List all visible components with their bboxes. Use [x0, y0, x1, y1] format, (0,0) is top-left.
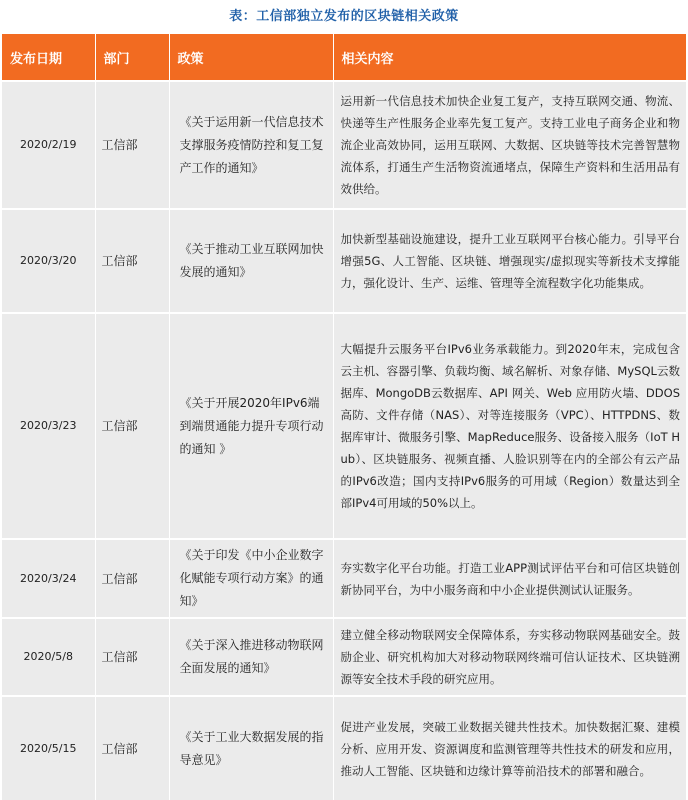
cell-dept: 工信部: [95, 313, 169, 539]
cell-content: 促进产业发展，突破工业数据关键共性技术。加快数据汇聚、建模分析、应用开发、资源调度和监测管理等共性技术的研发和应用，推动人工智能、区块链和边缘计算等前沿技术的部署和融合。: [333, 696, 686, 800]
cell-content: 加快新型基础设施建设，提升工业互联网平台核心能力。引导平台增强5G、人工智能、区块链、增强现实/虚拟现实等新技术支撑能力，强化设计、生产、运维、管理等全流程数字化功能集成。: [333, 209, 686, 313]
table-header-row: [2, 34, 686, 81]
cell-dept: 工信部: [95, 696, 169, 800]
cell-date: 2020/2/19: [2, 81, 95, 209]
cell-policy: 《关于推动工业互联网加快发展的通知》: [169, 209, 333, 313]
cell-policy: 《关于深入推进移动物联网全面发展的通知》: [169, 618, 333, 696]
cell-date: 2020/3/23: [2, 313, 95, 539]
cell-policy: 《关于运用新一代信息技术支撑服务疫情防控和复工复产工作的通知》: [169, 81, 333, 209]
header-date: 发布日期: [2, 34, 95, 81]
table-caption: 表：工信部独立发布的区块链相关政策: [229, 9, 459, 24]
header-dept: 部门: [95, 34, 169, 81]
cell-policy: 《关于开展2020年IPv6端到端贯通能力提升专项行动的通知 》: [169, 313, 333, 539]
cell-dept: 工信部: [95, 539, 169, 618]
header-policy: 政策: [169, 34, 333, 81]
cell-date: 2020/5/8: [2, 618, 95, 696]
cell-content: 夯实数字化平台功能。打造工业APP测试评估平台和可信区块链创新协同平台，为中小服务商和中小企业提供测试认证服务。: [333, 539, 686, 618]
cell-policy: 《关于工业大数据发展的指导意见》: [169, 696, 333, 800]
cell-content: 运用新一代信息技术加快企业复工复产，支持互联网交通、物流、快递等生产性服务企业率先复工复产。支持工业电子商务企业和物流企业高效协同，运用互联网、大数据、区块链等技术完善智慧物流体系，打通生产生活物资流通堵点，保障生产资料和生活用品有效供给。: [333, 81, 686, 209]
table-row: [2, 209, 686, 313]
policy-table: [2, 34, 686, 800]
cell-date: 2020/3/20: [2, 209, 95, 313]
cell-date: 2020/3/24: [2, 539, 95, 618]
table-row: [2, 539, 686, 618]
header-content: 相关内容: [333, 34, 686, 81]
cell-date: 2020/5/15: [2, 696, 95, 800]
table-row: [2, 618, 686, 696]
table-row: [2, 313, 686, 539]
cell-dept: 工信部: [95, 618, 169, 696]
table-row: [2, 81, 686, 209]
table-row: [2, 696, 686, 800]
cell-content: 建立健全移动物联网安全保障体系，夯实移动物联网基础安全。鼓励企业、研究机构加大对移动物联网终端可信认证技术、区块链溯源等安全技术手段的研究应用。: [333, 618, 686, 696]
cell-content: 大幅提升云服务平台IPv6业务承载能力。到2020年末，完成包含云主机、容器引擎、负载均衡、域名解析、对象存储、MySQL云数据库、MongoDB云数据库、API 网关、Web 应用防火墙、DDOS 高防、文件存储（NAS）、对等连接服务（VPC）、HTTPDNS、数据库审计、微服务引擎、MapReduce服务、设备接入服务（IoT Hub）、区块链服务、视频直播、人脸识别等在内的全部公有云产品的IPv6改造；国内支持IPv6服务的可用域（Region）数量达到全部IPv4可用域的50%以上。: [333, 313, 686, 539]
cell-dept: 工信部: [95, 81, 169, 209]
cell-policy: 《关于印发《中小企业数字化赋能专项行动方案》的通知》: [169, 539, 333, 618]
cell-dept: 工信部: [95, 209, 169, 313]
